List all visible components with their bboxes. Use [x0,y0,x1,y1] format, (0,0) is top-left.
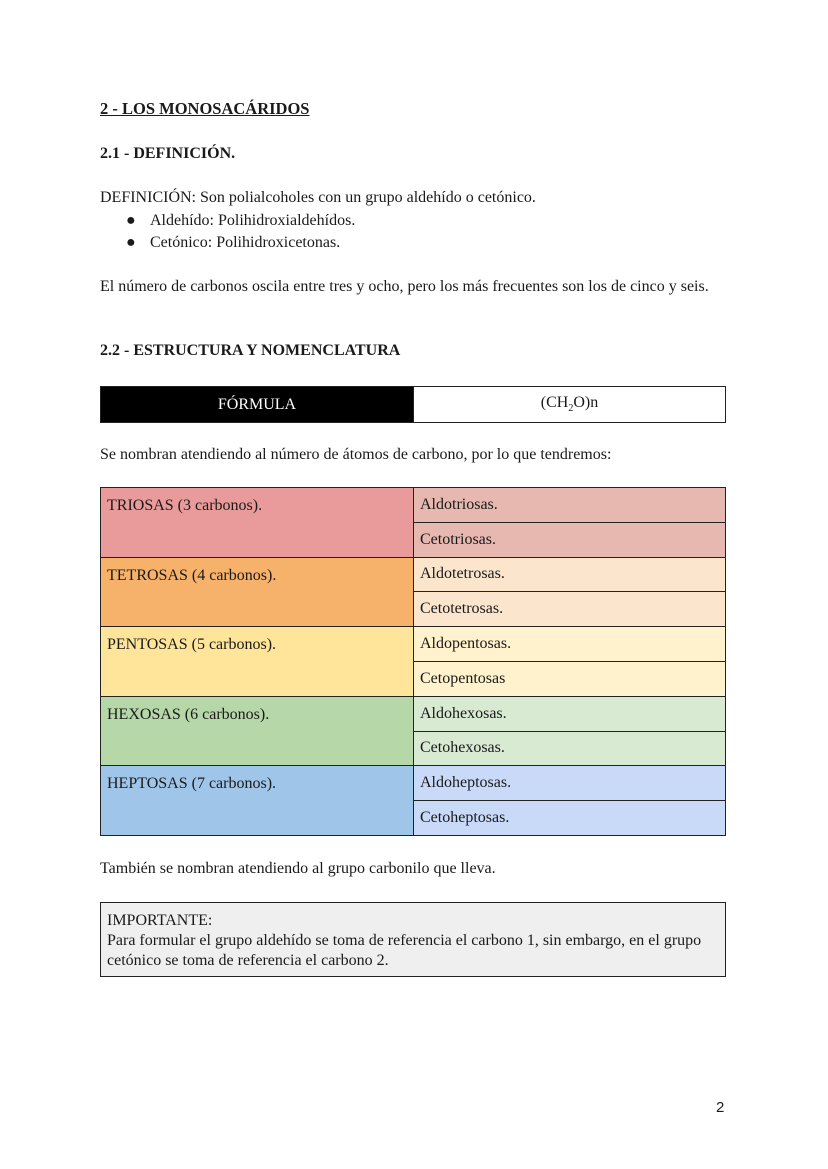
table-row [101,557,726,592]
table-row [101,696,726,731]
table-row [101,488,726,523]
bullet-text: Aldehído: Polihidroxialdehídos. [150,212,356,229]
formula-table [100,386,726,423]
group-cell: TRIOSAS (3 carbonos). [101,488,414,558]
group-cell: PENTOSAS (5 carbonos). [101,627,414,697]
bullet-dot-icon: ● [126,212,136,229]
subtype-cell: Aldohexosas. [414,696,726,731]
subtype-cell: Cetotriosas. [414,522,726,557]
subtype-cell: Aldotriosas. [414,488,726,523]
formula-label: FÓRMULA [101,387,414,423]
definition-text: DEFINICIÓN: Son polialcoholes con un grupo aldehído o cetónico. [100,189,536,206]
formula-value: $(CH_2O)n$ [414,387,726,423]
subtype-cell: Cetoheptosas. [414,801,726,836]
bullet-dot-icon: ● [126,234,136,251]
carbonyl-note: También se nombran atendiendo al grupo carbonilo que lleva. [100,860,496,877]
table-row [101,627,726,662]
bullet-item [126,210,355,232]
subsection-structure-title: 2.2 - ESTRUCTURA Y NOMENCLATURA [100,342,401,359]
bullet-item [126,232,355,254]
page-number: 2 [716,1099,725,1116]
important-text: Para formular el grupo aldehído se toma de referencia el carbono 1, sin embargo, en el grupo cetónico se toma de referencia el carbono 2. [107,932,702,969]
subtype-cell: Cetohexosas. [414,731,726,766]
nomenclature-table [100,487,726,836]
subtype-cell: Aldopentosas. [414,627,726,662]
subtype-cell: Aldoheptosas. [414,766,726,801]
subtype-cell: Cetotetrosas. [414,592,726,627]
subtype-cell: Cetopentosas [414,661,726,696]
important-title: IMPORTANTE: [107,912,213,929]
subtype-cell: Aldotetrosas. [414,557,726,592]
carbon-count-paragraph: El número de carbonos oscila entre tres y ocho, pero los más frecuentes son los de cinco y seis. [100,278,709,295]
subsection-definition-title: 2.1 - DEFINICIÓN. [100,145,236,162]
section-title: 2 - LOS MONOSACÁRIDOS [100,99,310,118]
naming-intro: Se nombran atendiendo al número de átomos de carbono, por lo que tendremos: [100,446,612,463]
table-row [101,766,726,801]
bullet-text: Cetónico: Polihidroxicetonas. [150,234,341,251]
bullet-list [126,210,355,254]
group-cell: HEPTOSAS (7 carbonos). [101,766,414,836]
group-cell: TETROSAS (4 carbonos). [101,557,414,627]
group-cell: HEXOSAS (6 carbonos). [101,696,414,766]
important-box [100,902,726,977]
